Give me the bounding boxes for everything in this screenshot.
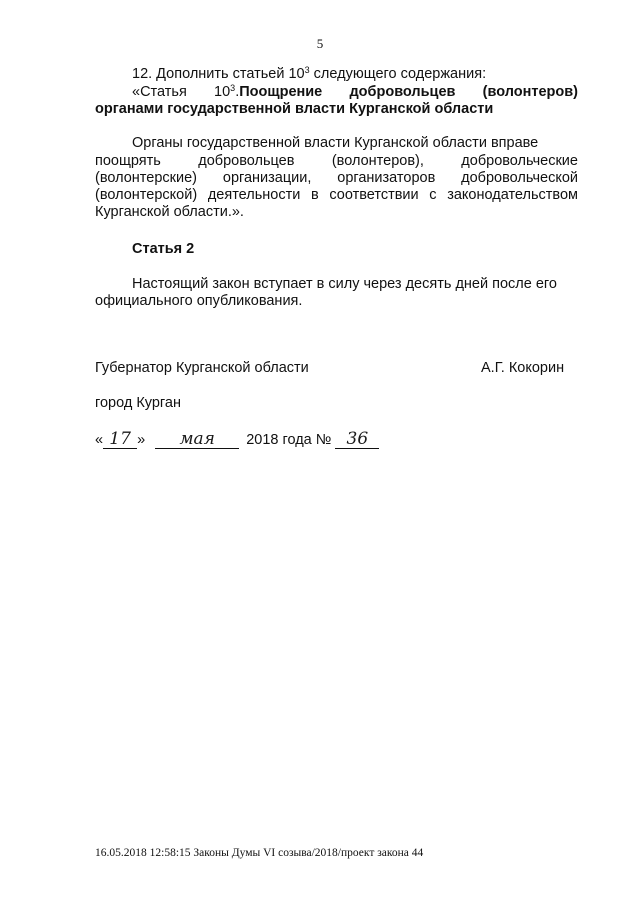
article-2-line-2: официального опубликования.	[95, 293, 303, 309]
article-2-line-1: Настоящий закон вступает в силу через десять дней после его	[132, 276, 557, 292]
page-number: 5	[316, 36, 324, 51]
article-2-heading: Статья 2	[132, 241, 195, 257]
article-word: «Статья	[132, 84, 187, 100]
footer-stamp: 16.05.2018 12:58:15 Законы Думы VI созыва/2018/проект закона 44	[95, 847, 424, 859]
title-word: (волонтеров)	[482, 84, 578, 100]
handwritten-day: 17	[103, 430, 137, 449]
body-line-3: (волонтерские) организации, организаторов добровольческой	[95, 170, 578, 186]
article-title-line2: органами государственной власти Курганской области	[95, 101, 494, 117]
body-line-2: поощрять добровольцев (волонтеров), добровольческие	[95, 153, 578, 169]
item-12-intro: 12. Дополнить статьей $10^3$ следующего содержания:	[132, 65, 487, 82]
governor-position: Губернатор Курганской области	[95, 360, 309, 376]
article-10-3-heading	[132, 84, 578, 101]
title-word: добровольцев	[349, 84, 456, 100]
handwritten-number: 36	[335, 430, 379, 449]
body-line-4: (волонтерской) деятельности в соответствии с законодательством	[95, 187, 578, 203]
article-number: $10^3.Поощрение$	[214, 83, 323, 100]
year-text: 2018 года №	[246, 432, 332, 448]
city: город Курган	[95, 395, 181, 411]
body-line-1: Органы государственной власти Курганской области вправе	[132, 135, 539, 151]
governor-name: А.Г. Кокорин	[481, 360, 565, 376]
date-line: « 17 » мая 2018 года № 36	[95, 430, 379, 449]
handwritten-month: мая	[155, 430, 239, 449]
body-line-5: Курганской области.».	[95, 204, 244, 220]
